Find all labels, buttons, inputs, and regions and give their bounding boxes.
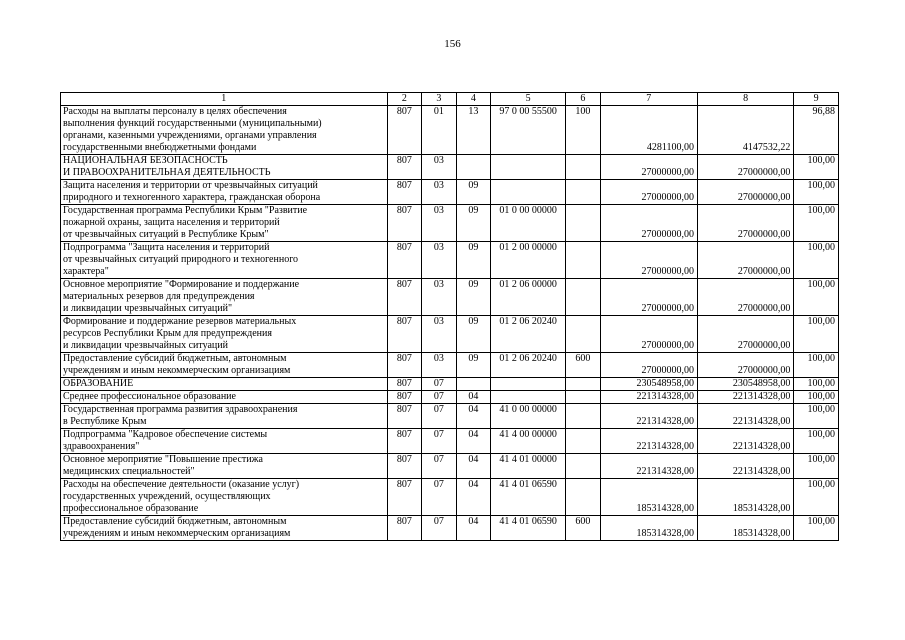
table-row <box>61 516 839 541</box>
subsection-code-cell: 04 <box>456 479 490 516</box>
planned-amount-cell: 27000000,00 <box>600 279 697 316</box>
planned-amount-cell: 221314328,00 <box>600 429 697 454</box>
execution-percent-cell: 100,00 <box>794 404 839 429</box>
subsection-code-cell: 09 <box>456 242 490 279</box>
actual-amount-cell: 27000000,00 <box>697 205 793 242</box>
expense-type-cell <box>566 429 600 454</box>
row-name-cell: Предоставление субсидий бюджетным, автономным учреждениям и иным некоммерческим организациям <box>61 353 388 378</box>
actual-amount-cell: 185314328,00 <box>697 516 793 541</box>
subsection-code-cell <box>456 155 490 180</box>
target-article-cell: 41 4 01 00000 <box>491 454 566 479</box>
expense-type-cell <box>566 279 600 316</box>
row-name-cell: Основное мероприятие "Формирование и поддержание материальных резервов для предупреждения и ликвидации чрезвычайных ситуаций" <box>61 279 388 316</box>
target-article-cell: 41 0 00 00000 <box>491 404 566 429</box>
ministry-code-cell: 807 <box>387 378 421 391</box>
budget-table <box>60 92 839 541</box>
column-header: 1 <box>61 93 388 106</box>
ministry-code-cell: 807 <box>387 155 421 180</box>
subsection-code-cell: 13 <box>456 106 490 155</box>
target-article-cell: 01 2 00 00000 <box>491 242 566 279</box>
execution-percent-cell: 100,00 <box>794 155 839 180</box>
execution-percent-cell: 100,00 <box>794 516 839 541</box>
subsection-code-cell: 04 <box>456 454 490 479</box>
actual-amount-cell: 27000000,00 <box>697 242 793 279</box>
planned-amount-cell: 221314328,00 <box>600 391 697 404</box>
ministry-code-cell: 807 <box>387 454 421 479</box>
section-code-cell: 03 <box>422 279 456 316</box>
subsection-code-cell: 09 <box>456 353 490 378</box>
table-row <box>61 155 839 180</box>
subsection-code-cell: 04 <box>456 516 490 541</box>
execution-percent-cell: 100,00 <box>794 378 839 391</box>
row-name-cell: Среднее профессиональное образование <box>61 391 388 404</box>
table-row <box>61 378 839 391</box>
planned-amount-cell: 221314328,00 <box>600 454 697 479</box>
expense-type-cell <box>566 205 600 242</box>
page-number: 156 <box>444 38 461 50</box>
expense-type-cell <box>566 316 600 353</box>
section-code-cell: 03 <box>422 180 456 205</box>
subsection-code-cell: 04 <box>456 404 490 429</box>
subsection-code-cell: 09 <box>456 316 490 353</box>
actual-amount-cell: 4147532,22 <box>697 106 793 155</box>
subsection-code-cell <box>456 378 490 391</box>
row-name-cell: Государственная программа развития здравоохранения в Республике Крым <box>61 404 388 429</box>
table-row <box>61 479 839 516</box>
subsection-code-cell: 04 <box>456 391 490 404</box>
column-header: 3 <box>422 93 456 106</box>
execution-percent-cell: 100,00 <box>794 454 839 479</box>
expense-type-cell: 600 <box>566 353 600 378</box>
expense-type-cell <box>566 479 600 516</box>
expense-type-cell <box>566 404 600 429</box>
ministry-code-cell: 807 <box>387 106 421 155</box>
actual-amount-cell: 221314328,00 <box>697 404 793 429</box>
section-code-cell: 07 <box>422 516 456 541</box>
section-code-cell: 07 <box>422 378 456 391</box>
planned-amount-cell: 27000000,00 <box>600 242 697 279</box>
ministry-code-cell: 807 <box>387 353 421 378</box>
subsection-code-cell: 04 <box>456 429 490 454</box>
actual-amount-cell: 221314328,00 <box>697 429 793 454</box>
table-row <box>61 353 839 378</box>
planned-amount-cell: 27000000,00 <box>600 180 697 205</box>
actual-amount-cell: 27000000,00 <box>697 316 793 353</box>
planned-amount-cell: 27000000,00 <box>600 155 697 180</box>
row-name-cell: Расходы на обеспечение деятельности (оказание услуг) государственных учреждений, осуществляющих профессиональное образование <box>61 479 388 516</box>
column-header: 6 <box>566 93 600 106</box>
execution-percent-cell: 100,00 <box>794 279 839 316</box>
target-article-cell: 41 4 01 06590 <box>491 516 566 541</box>
section-code-cell: 07 <box>422 429 456 454</box>
planned-amount-cell: 185314328,00 <box>600 516 697 541</box>
row-name-cell: Расходы на выплаты персоналу в целях обеспечения выполнения функций государственными (муниципальными) органами, казенными учреждениями, органами управления государственными внебюджетными фондами <box>61 106 388 155</box>
section-code-cell: 07 <box>422 479 456 516</box>
execution-percent-cell: 100,00 <box>794 205 839 242</box>
table-row <box>61 180 839 205</box>
actual-amount-cell: 230548958,00 <box>697 378 793 391</box>
table-row <box>61 205 839 242</box>
target-article-cell <box>491 378 566 391</box>
execution-percent-cell: 96,88 <box>794 106 839 155</box>
expense-type-cell <box>566 454 600 479</box>
section-code-cell: 07 <box>422 404 456 429</box>
table-row <box>61 429 839 454</box>
ministry-code-cell: 807 <box>387 279 421 316</box>
execution-percent-cell: 100,00 <box>794 180 839 205</box>
execution-percent-cell: 100,00 <box>794 316 839 353</box>
section-code-cell: 07 <box>422 454 456 479</box>
row-name-cell: Государственная программа Республики Крым "Развитие пожарной охраны, защита населения и территорий от чрезвычайных ситуаций в Республике Крым" <box>61 205 388 242</box>
expense-type-cell <box>566 180 600 205</box>
table-row <box>61 316 839 353</box>
ministry-code-cell: 807 <box>387 391 421 404</box>
expense-type-cell <box>566 155 600 180</box>
table-row <box>61 391 839 404</box>
actual-amount-cell: 27000000,00 <box>697 279 793 316</box>
actual-amount-cell: 221314328,00 <box>697 391 793 404</box>
target-article-cell: 01 2 06 20240 <box>491 316 566 353</box>
target-article-cell: 01 0 00 00000 <box>491 205 566 242</box>
execution-percent-cell: 100,00 <box>794 479 839 516</box>
planned-amount-cell: 230548958,00 <box>600 378 697 391</box>
row-name-cell: Защита населения и территории от чрезвычайных ситуаций природного и техногенного характера, гражданская оборона <box>61 180 388 205</box>
subsection-code-cell: 09 <box>456 205 490 242</box>
planned-amount-cell: 221314328,00 <box>600 404 697 429</box>
target-article-cell <box>491 155 566 180</box>
row-name-cell: Основное мероприятие "Повышение престижа медицинских специальностей" <box>61 454 388 479</box>
column-header: 7 <box>600 93 697 106</box>
target-article-cell: 01 2 06 20240 <box>491 353 566 378</box>
actual-amount-cell: 185314328,00 <box>697 479 793 516</box>
section-code-cell: 03 <box>422 155 456 180</box>
actual-amount-cell: 221314328,00 <box>697 454 793 479</box>
target-article-cell <box>491 391 566 404</box>
column-header: 2 <box>387 93 421 106</box>
target-article-cell <box>491 180 566 205</box>
table-row <box>61 454 839 479</box>
target-article-cell: 97 0 00 55500 <box>491 106 566 155</box>
planned-amount-cell: 27000000,00 <box>600 316 697 353</box>
row-name-cell: НАЦИОНАЛЬНАЯ БЕЗОПАСНОСТЬ И ПРАВООХРАНИТЕЛЬНАЯ ДЕЯТЕЛЬНОСТЬ <box>61 155 388 180</box>
execution-percent-cell: 100,00 <box>794 353 839 378</box>
column-header: 5 <box>491 93 566 106</box>
actual-amount-cell: 27000000,00 <box>697 155 793 180</box>
table-row <box>61 279 839 316</box>
execution-percent-cell: 100,00 <box>794 242 839 279</box>
table-header-row <box>61 93 839 106</box>
subsection-code-cell: 09 <box>456 279 490 316</box>
table-row <box>61 106 839 155</box>
section-code-cell: 03 <box>422 205 456 242</box>
row-name-cell: ОБРАЗОВАНИЕ <box>61 378 388 391</box>
ministry-code-cell: 807 <box>387 180 421 205</box>
ministry-code-cell: 807 <box>387 429 421 454</box>
execution-percent-cell: 100,00 <box>794 429 839 454</box>
expense-type-cell: 600 <box>566 516 600 541</box>
subsection-code-cell: 09 <box>456 180 490 205</box>
target-article-cell: 41 4 01 06590 <box>491 479 566 516</box>
actual-amount-cell: 27000000,00 <box>697 353 793 378</box>
column-header: 4 <box>456 93 490 106</box>
expense-type-cell: 100 <box>566 106 600 155</box>
expense-type-cell <box>566 391 600 404</box>
table-row <box>61 404 839 429</box>
planned-amount-cell: 185314328,00 <box>600 479 697 516</box>
expense-type-cell <box>566 242 600 279</box>
column-header: 8 <box>697 93 793 106</box>
ministry-code-cell: 807 <box>387 205 421 242</box>
ministry-code-cell: 807 <box>387 404 421 429</box>
section-code-cell: 01 <box>422 106 456 155</box>
section-code-cell: 03 <box>422 316 456 353</box>
target-article-cell: 41 4 00 00000 <box>491 429 566 454</box>
ministry-code-cell: 807 <box>387 516 421 541</box>
row-name-cell: Подпрограмма "Кадровое обеспечение системы здравоохранения" <box>61 429 388 454</box>
row-name-cell: Формирование и поддержание резервов материальных ресурсов Республики Крым для предупреждения и ликвидации чрезвычайных ситуаций <box>61 316 388 353</box>
planned-amount-cell: 27000000,00 <box>600 205 697 242</box>
section-code-cell: 03 <box>422 353 456 378</box>
planned-amount-cell: 4281100,00 <box>600 106 697 155</box>
row-name-cell: Предоставление субсидий бюджетным, автономным учреждениям и иным некоммерческим организациям <box>61 516 388 541</box>
ministry-code-cell: 807 <box>387 316 421 353</box>
expense-type-cell <box>566 378 600 391</box>
ministry-code-cell: 807 <box>387 479 421 516</box>
section-code-cell: 03 <box>422 242 456 279</box>
target-article-cell: 01 2 06 00000 <box>491 279 566 316</box>
actual-amount-cell: 27000000,00 <box>697 180 793 205</box>
execution-percent-cell: 100,00 <box>794 391 839 404</box>
section-code-cell: 07 <box>422 391 456 404</box>
ministry-code-cell: 807 <box>387 242 421 279</box>
column-header: 9 <box>794 93 839 106</box>
planned-amount-cell: 27000000,00 <box>600 353 697 378</box>
row-name-cell: Подпрограмма "Защита населения и территорий от чрезвычайных ситуаций природного и техногенного характера" <box>61 242 388 279</box>
table-row <box>61 242 839 279</box>
